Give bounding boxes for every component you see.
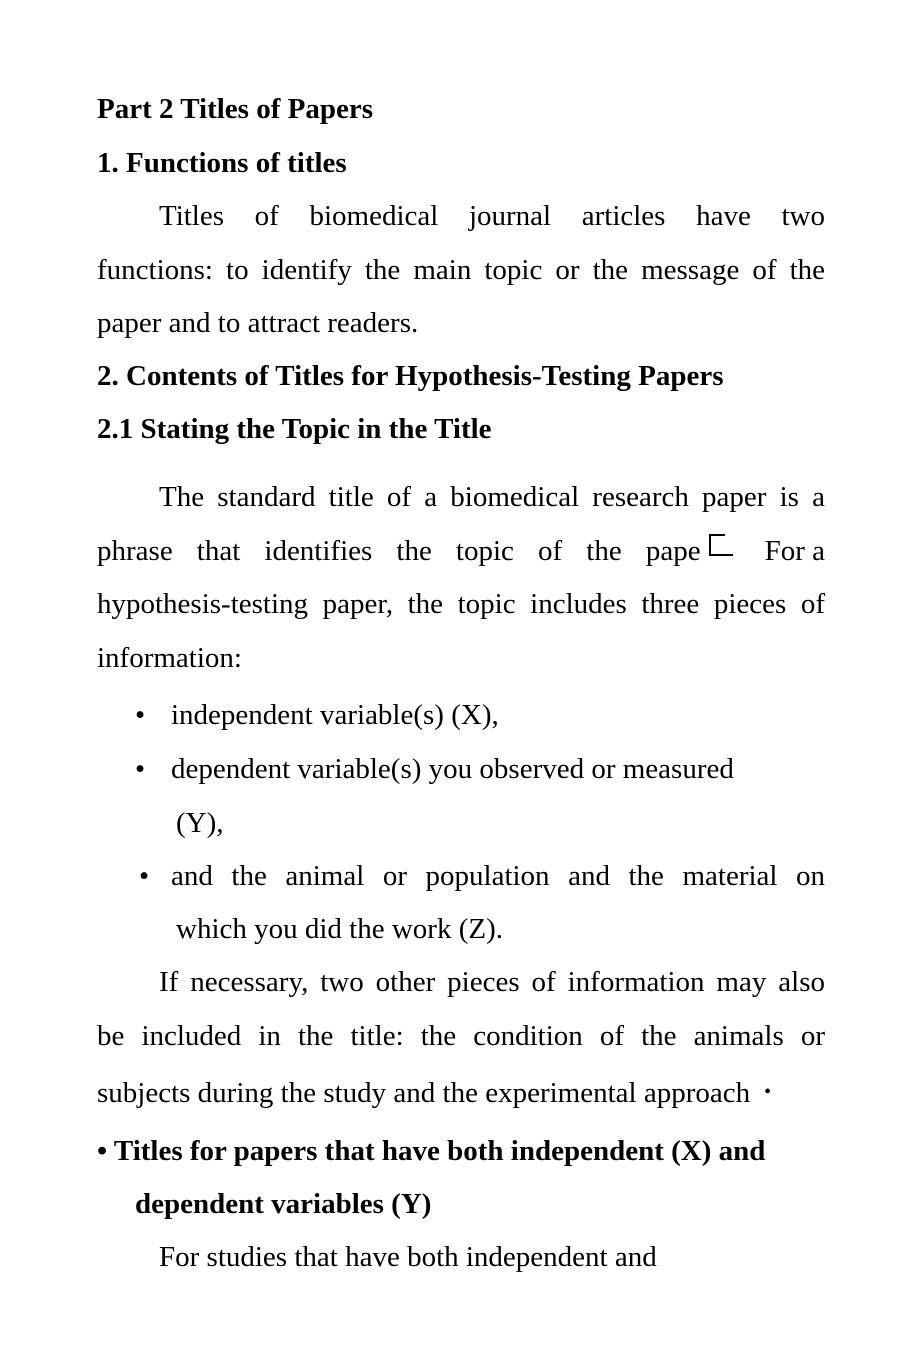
list-item-continuation: (Y),: [176, 807, 224, 839]
bullet-dot-icon: •: [135, 753, 146, 785]
section-1-heading: 1. Functions of titles: [97, 147, 347, 179]
end-mark: •: [764, 1081, 772, 1103]
paragraph-line: Titles of biomedical journal articles have two: [159, 200, 825, 232]
paragraph-line-with-glyph: [97, 534, 825, 568]
paragraph-text: phrase that identifies the topic of the pape: [97, 535, 701, 567]
list-item-continuation: which you did the work (Z).: [176, 913, 503, 945]
list-item: dependent variable(s) you observed or measured: [171, 753, 734, 785]
paragraph-line: be included in the title: the condition of the animals or: [97, 1020, 825, 1052]
paragraph-line: The standard title of a biomedical research paper is a: [159, 481, 825, 513]
part-title: Part 2 Titles of Papers: [97, 93, 373, 125]
paragraph-line: functions: to identify the main topic or the message of the: [97, 254, 825, 286]
paragraph-line: paper and to attract readers.: [97, 307, 419, 339]
paragraph-text: subjects during the study and the experimental approach: [97, 1077, 751, 1109]
bold-bullet-heading: • Titles for papers that have both independent (X) and: [97, 1135, 766, 1167]
paragraph-line: For studies that have both independent and: [159, 1241, 657, 1273]
paragraph-line: hypothesis-testing paper, the topic includes three pieces of: [97, 588, 825, 620]
paragraph-line: information:: [97, 642, 242, 674]
paragraph-fragment: [97, 534, 701, 568]
unknown-glyph-icon: [709, 534, 733, 556]
list-item: and the animal or population and the material on: [171, 860, 825, 892]
section-2-1-heading: 2.1 Stating the Topic in the Title: [97, 413, 492, 445]
paragraph-text: For a: [764, 535, 825, 567]
bullet-dot-icon: •: [135, 699, 146, 731]
bullet-dot-icon: •: [139, 860, 150, 892]
bold-bullet-heading-continuation: dependent variables (Y): [135, 1188, 432, 1220]
paragraph-line: If necessary, two other pieces of information may also: [159, 966, 825, 998]
list-item: independent variable(s) (X),: [171, 699, 499, 731]
paragraph-line: [97, 1075, 771, 1110]
section-2-heading: 2. Contents of Titles for Hypothesis-Testing Papers: [97, 360, 724, 392]
